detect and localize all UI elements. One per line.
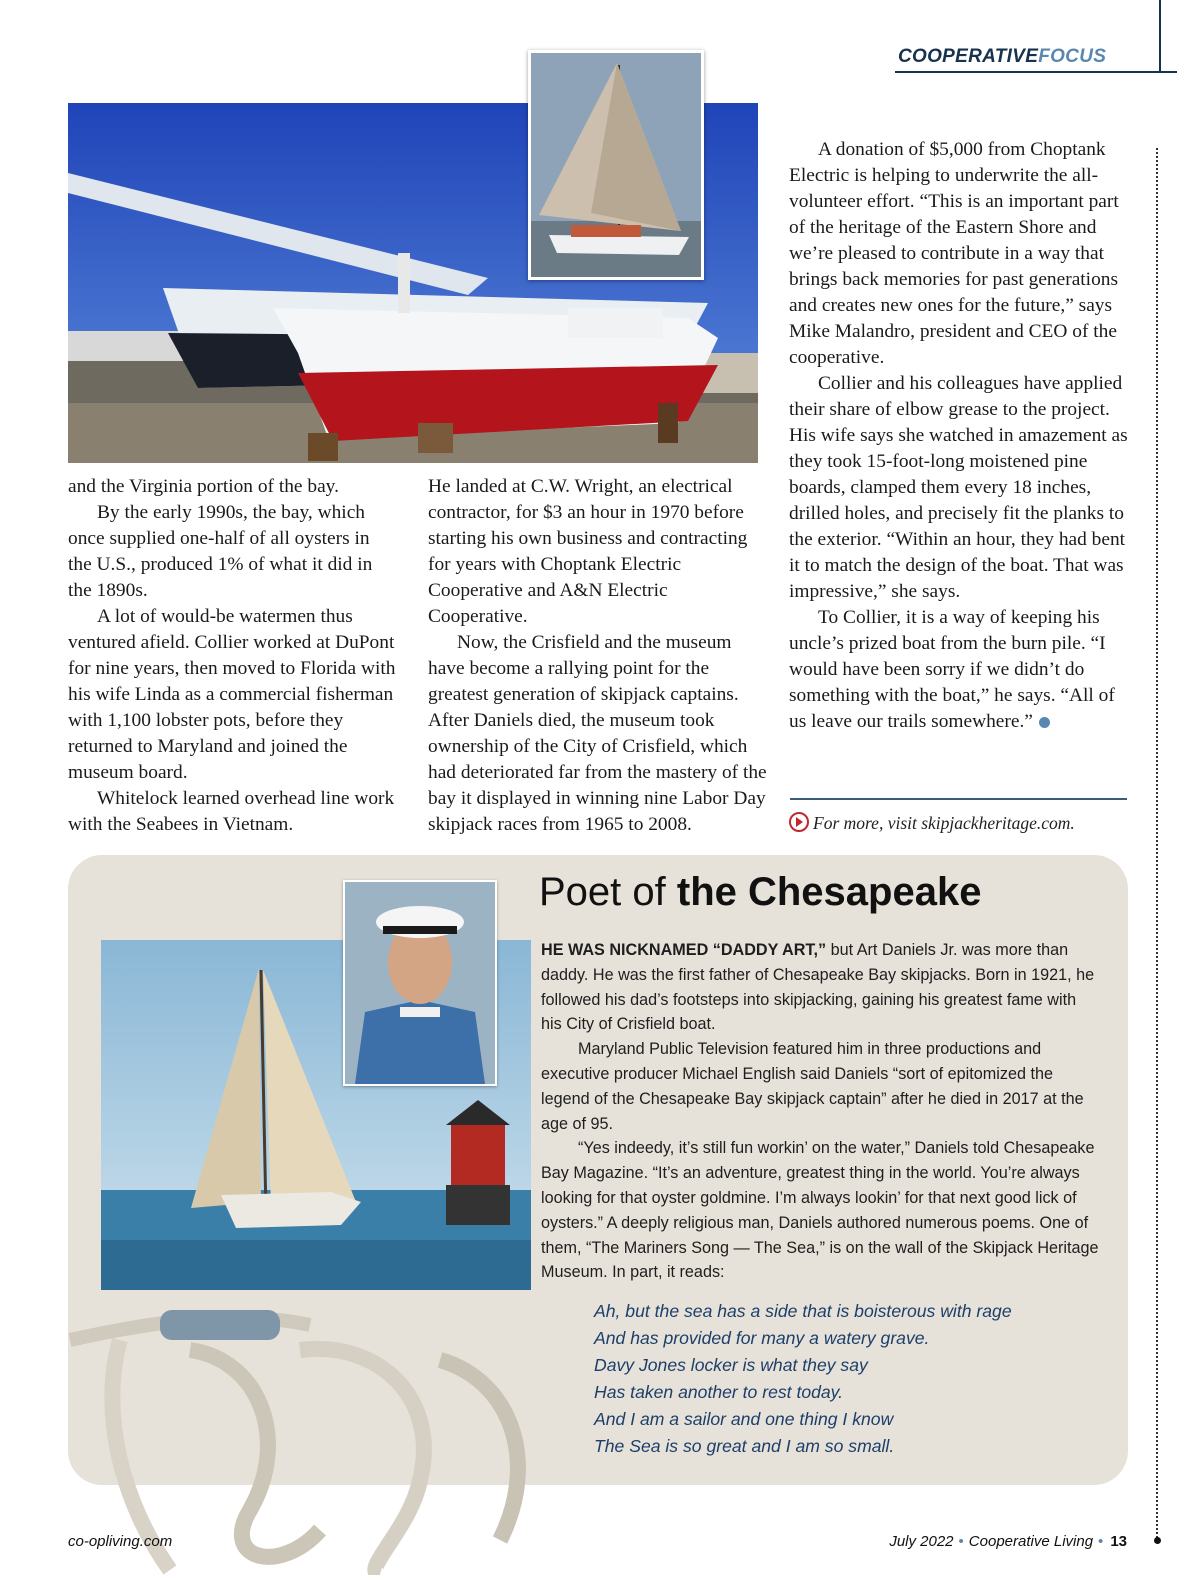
header-vertical-rule (1159, 0, 1161, 73)
footer-date: July 2022 (889, 1533, 954, 1550)
footer-separator: • (958, 1533, 964, 1550)
skipjack-sailing-photo (528, 50, 704, 280)
sidebar-title-regular: Poet of (539, 870, 677, 914)
header-rule (895, 71, 1177, 73)
col3-paragraph: A donation of $5,000 from Choptank Electric is helping to underwrite the all-volunteer effort. “This is an important part of the heritage of the Eastern Shore and we’re pleased to contribute in a way that brings back memories for past generations and creates new ones for the future,” says Mike Malandro, president and CEO of the cooperative. (789, 139, 1119, 368)
col3-last-paragraph (789, 605, 1129, 735)
col2-paragraph: He landed at C.W. Wright, an electrical contractor, for $3 an hour in 1970 before starting his own business and contracting for years with Choptank Electric Cooperative and A&N Electric Cooperative. (428, 476, 748, 627)
page-number: 13 (1110, 1533, 1127, 1550)
captain-portrait-photo (343, 880, 497, 1086)
article-column-3 (789, 137, 1129, 735)
sidebar-title (539, 870, 981, 915)
section-label (898, 46, 1106, 68)
poem-excerpt (594, 1298, 1012, 1460)
col3-paragraph: To Collier, it is a way of keeping his uncle’s prized boat from the burn pile. “I would have been sorry if we didn’t do something with the boat,” he says. “All of us leave our trails somewhere.” (789, 607, 1115, 732)
sidebar-body (541, 938, 1101, 1285)
column-rule (790, 798, 1127, 800)
footer-separator: • (1098, 1533, 1104, 1550)
margin-end-dot (1154, 1537, 1161, 1544)
poem-line: Davy Jones locker is what they say (594, 1355, 868, 1375)
footer-issue (889, 1533, 1127, 1550)
article-column-1 (68, 474, 398, 838)
poem-line: And has provided for many a watery grave. (594, 1328, 930, 1348)
col2-paragraph: Now, the Crisfield and the museum have become a rallying point for the greatest generation of skipjack captains. After Daniels died, the museum took ownership of the City of Crisfield, which had deteriorated far from the mastery of the bay it displayed in winning nine Labor Day skipjack races from 1965 to 2008. (428, 632, 767, 835)
end-mark-icon (1039, 717, 1050, 728)
col3-paragraph: Collier and his colleagues have applied their share of elbow grease to the project. His wife says she watched in amazement as they took 15-foot-long moistened pine boards, clamped them every 18 inches, drilled holes, and precisely fit the planks to the exterior. “Within an hour, they had bent it to match the design of the boat. That was impressive,” she says. (789, 373, 1128, 602)
rope-and-cleat-photo (60, 1280, 580, 1575)
poem-line: Ah, but the sea has a side that is boisterous with rage (594, 1301, 1012, 1321)
poem-line: And I am a sailor and one thing I know (594, 1409, 894, 1429)
footer-magazine: Cooperative Living (968, 1533, 1094, 1550)
sidebar-paragraph-2: Maryland Public Television featured him in three productions and executive producer Michael English said Daniels “sort of epitomized the legend of the Chesapeake Bay skipjack captain” after he died in 2017 at the age of 95. (541, 1040, 1084, 1133)
poem-line: Has taken another to rest today. (594, 1382, 844, 1402)
more-info-text: For more, visit skipjackheritage.com. (813, 813, 1075, 833)
sidebar-paragraph-1: but Art Daniels Jr. was more than daddy. He was the first father of Chesapeake Bay skipjacks. Born in 1921, he followed his dad’s footsteps into skipjacking, gaining his greatest fame with his City of Crisfield boat. (541, 941, 1095, 1034)
play-arrow-icon (789, 812, 809, 832)
col1-paragraph: A lot of would-be watermen thus ventured afield. Collier worked at DuPont for nine years, then moved to Florida with his wife Linda as a commercial fisherman with 1,100 lobster pots, before they returned to Maryland and joined the museum board. (68, 606, 396, 783)
sidebar-lead: HE WAS NICKNAMED “DADDY ART,” (541, 941, 827, 959)
col1-paragraph: By the early 1990s, the bay, which once supplied one-half of all oysters in the U.S., produced 1% of what it did in the 1890s. (68, 502, 373, 601)
poem-line: The Sea is so great and I am so small. (594, 1436, 895, 1456)
article-column-2 (428, 474, 770, 838)
col1-paragraph: and the Virginia portion of the bay. (68, 476, 339, 497)
sidebar-title-bold: the Chesapeake (676, 870, 982, 914)
section-label-word1: COOPERATIVE (898, 46, 1039, 67)
more-info-link[interactable] (789, 812, 1075, 834)
col1-paragraph: Whitelock learned overhead line work with the Seabees in Vietnam. (68, 788, 395, 835)
section-label-word2: FOCUS (1038, 46, 1107, 67)
sidebar-paragraph-3: “Yes indeedy, it’s still fun workin’ on the water,” Daniels told Chesapeake Bay Magazine. “It’s an adventure, greatest thing in the world. You’re always looking for that oyster goldmine. I’m always lookin’ for that next good lick of oysters.” A deeply religious man, Daniels authored numerous poems. One of them, “The Mariners Song — The Sea,” is on the wall of the Skipjack Heritage Museum. In part, it reads: (541, 1139, 1099, 1282)
footer-site: co-opliving.com (68, 1533, 173, 1550)
sidebar-paragraph (541, 938, 1101, 1037)
margin-dotted-rule (1156, 148, 1158, 1538)
